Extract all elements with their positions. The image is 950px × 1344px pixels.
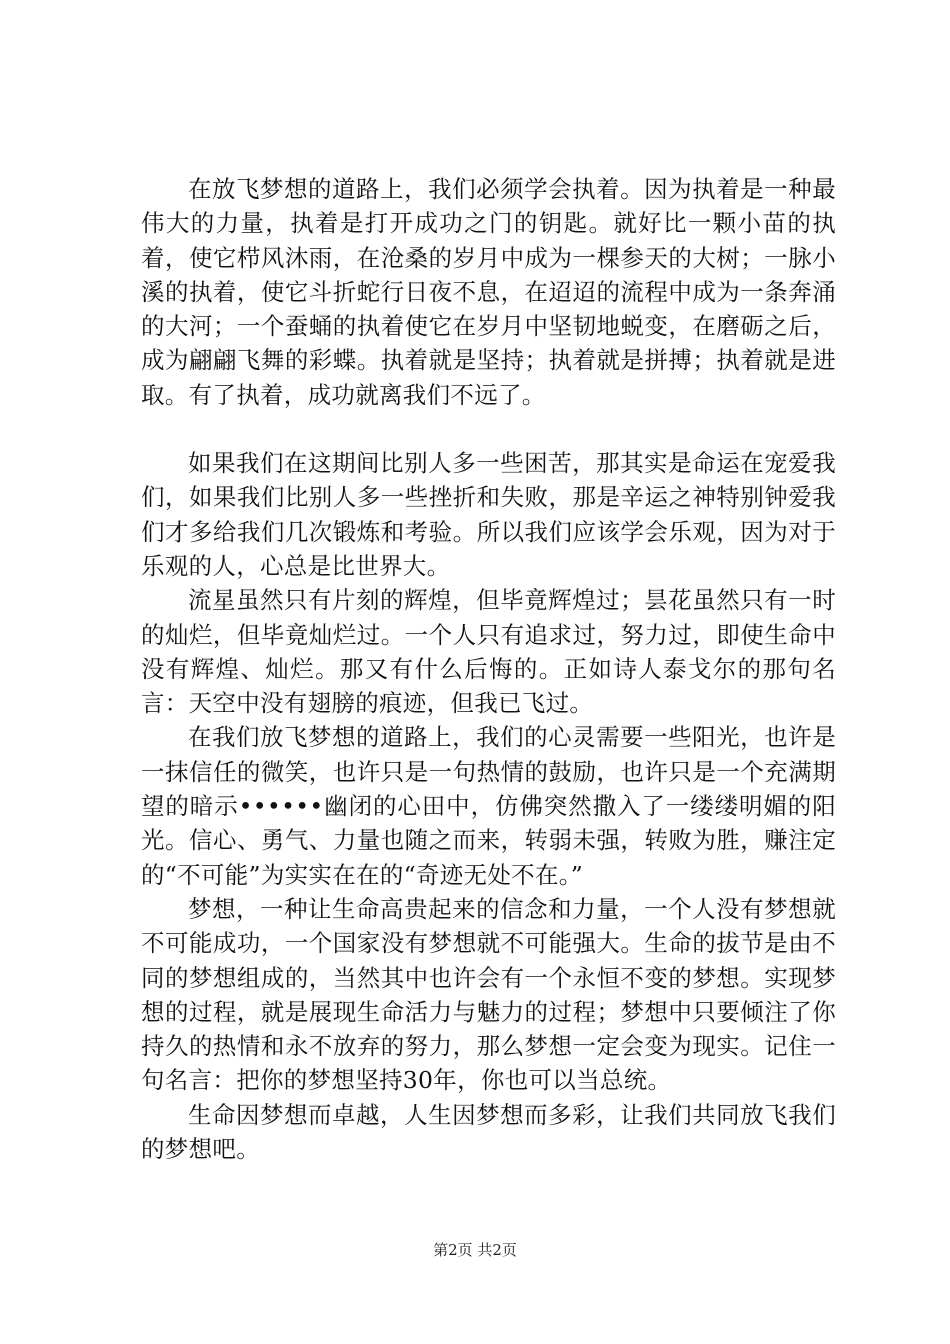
document-body [141,172,836,1166]
paragraph-optimism: 如果我们在这期间比别人多一些困苦，那其实是命运在宠爱我们，如果我们比别人多一些挫折和失败，那是辛运之神特别钟爱我们才多给我们几次锻炼和考验。所以我们应该学会乐观，因为对于乐观的人，心总是比世界大。 [141,449,836,580]
paragraph-meteor: 流星虽然只有片刻的辉煌，但毕竟辉煌过；昙花虽然只有一时的灿烂，但毕竟灿烂过。一个人只有追求过，努力过，即使生命中没有辉煌、灿烂。那又有什么后悔的。正如诗人泰戈尔的那句名言：天空中没有翅膀的痕迹，但我已飞过。 [141,586,836,718]
paragraph-dream: 梦想，一种让生命高贵起来的信念和力量，一个人没有梦想就不可能成功，一个国家没有梦想就不可能强大。生命的拔节是由不同的梦想组成的，当然其中也许会有一个永恒不变的梦想。实现梦想的过程，就是展现生命活力与魅力的过程；梦想中只要倾注了你持久的热情和永不放弃的努力，那么梦想一定会变为现实。记住一句名言：把你的梦想坚持30年，你也可以当总统。 [141,894,836,1095]
paragraph-closing: 生命因梦想而卓越，人生因梦想而多彩，让我们共同放飞我们的梦想吧。 [141,1100,836,1164]
paragraph-sunshine: 在我们放飞梦想的道路上，我们的心灵需要一些阳光，也许是一抹信任的微笑，也许只是一句热情的鼓励，也许只是一个充满期望的暗示••••••幽闭的心田中，仿佛突然撒入了一缕缕明媚的阳光。信心、勇气、力量也随之而来，转弱未强，转败为胜，赚注定的“不可能”为实实在在的“奇迹无处不在。” [141,723,836,889]
paragraph-persistence: 在放飞梦想的道路上，我们必须学会执着。因为执着是一种最伟大的力量，执着是打开成功之门的钥匙。就好比一颗小苗的执着，使它栉风沐雨，在沧桑的岁月中成为一棵参天的大树；一脉小溪的执着，使它斗折蛇行日夜不息，在迢迢的流程中成为一条奔涌的大河；一个蚕蛹的执着使它在岁月中坚韧地蜕变，在磨砺之后，成为翩翩飞舞的彩蝶。执着就是坚持；执着就是拼搏；执着就是进取。有了执着，成功就离我们不远了。 [141,175,836,409]
page-number-footer: 第2页 共2页 [433,1241,517,1259]
